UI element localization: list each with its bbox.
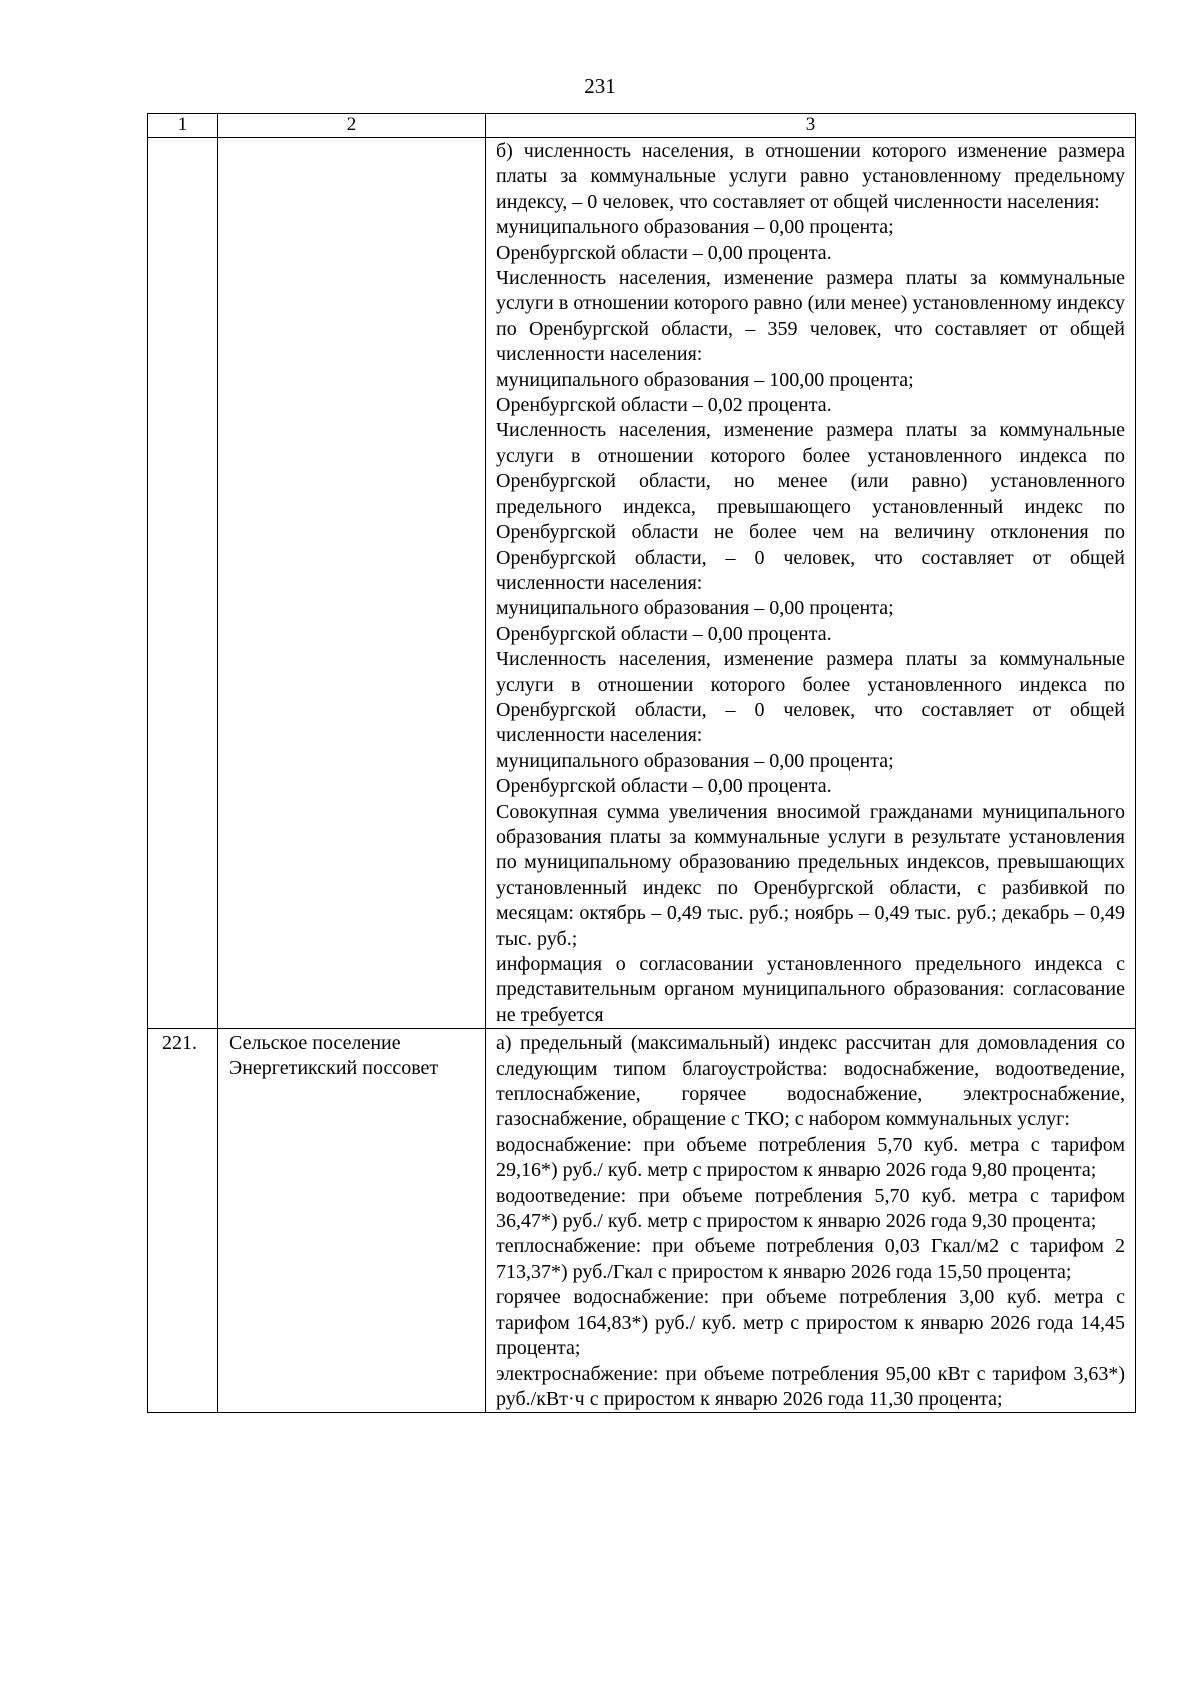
municipality-name: Сельское поселение Энергетикский поссовет [229, 1032, 439, 1080]
paragraph: Численность населения, изменение размера платы за коммунальные услуги в отношении которого равно (или менее) установленному индексу по Оренбургской области, – 359 человек, что составляет от общей численности населения: [496, 267, 1125, 366]
paragraph: водоснабжение: при объеме потребления 5,70 куб. метра с тарифом 29,16*) руб./ куб. метр с приростом к январю 2026 года 9,80 процента; [496, 1133, 1125, 1182]
header-col-2: 2 [218, 114, 486, 138]
municipality-name-cell [218, 1029, 486, 1413]
indices-table [147, 113, 1136, 1413]
table-row-continuation [148, 138, 1136, 1029]
paragraph: Оренбургской области – 0,00 процента. [496, 622, 832, 645]
paragraph: водоотведение: при объеме потребления 5,70 куб. метра с тарифом 36,47*) руб./ куб. метр с приростом к январю 2026 года 9,30 процента; [496, 1184, 1125, 1233]
paragraph: Совокупная сумма увеличения вносимой гражданами муниципального образования платы за коммунальные услуги в результате установления по муниципальному образованию предельных индексов, превышающих установленный индекс по Оренбургской области, с разбивкой по месяцам: октябрь – 0,49 тыс. руб.; ноябрь – 0,49 тыс. руб.; декабрь – 0,49 тыс. руб.; [496, 800, 1125, 950]
header-col-3: 3 [486, 114, 1136, 138]
paragraph: муниципального образования – 0,00 процента; [496, 597, 894, 620]
table-row-221 [148, 1029, 1136, 1413]
row-number: 221. [162, 1032, 197, 1055]
paragraph: муниципального образования – 0,00 процента; [496, 216, 894, 239]
header-col-1: 1 [148, 114, 218, 138]
paragraph: а) предельный (максимальный) индекс рассчитан для домовладения со следующим типом благоустройства: водоснабжение, водоотведение, теплоснабжение, горячее водоснабжение, электроснабжение, газоснабжение, обращение с ТКО; с набором коммунальных услуг: [496, 1032, 1125, 1131]
paragraph: теплоснабжение: при объеме потребления 0,03 Гкал/м2 с тарифом 2 713,37*) руб./Гкал с приростом к январю 2026 года 15,50 процента; [496, 1235, 1125, 1283]
paragraph: муниципального образования – 0,00 процента; [496, 749, 894, 772]
row-number-cell [148, 1029, 218, 1413]
continuation-number-cell [148, 138, 218, 1029]
paragraph: Численность населения, изменение размера платы за коммунальные услуги в отношении которого более установленного индекса по Оренбургской области, но менее (или равно) установленного предельного индекса, превышающего установленный индекс по Оренбургской области не более чем на величину отклонения по Оренбургской области, – 0 человек, что составляет от общей численности населения: [496, 419, 1125, 594]
continuation-name-cell [218, 138, 486, 1029]
continuation-content-cell [486, 138, 1136, 1029]
paragraph: Оренбургской области – 0,00 процента. [496, 775, 832, 798]
paragraph: муниципального образования – 100,00 процента; [496, 368, 914, 391]
paragraph: б) численность населения, в отношении которого изменение размера платы за коммунальные услуги равно установленному предельному индексу, – 0 человек, что составляет от общей численности населения: [496, 140, 1125, 213]
paragraph: информация о согласовании установленного предельного индекса с представительным органом муниципального образования: согласование не требуется [496, 953, 1125, 1026]
paragraph: Оренбургской области – 0,00 процента. [496, 241, 832, 264]
table-header-row [148, 114, 1136, 138]
row-221-content-cell [486, 1029, 1136, 1413]
page-number: 231 [584, 74, 616, 98]
paragraph: Численность населения, изменение размера платы за коммунальные услуги в отношении которого более установленного индекса по Оренбургской области, – 0 человек, что составляет от общей численности населения: [496, 648, 1125, 747]
paragraph: Оренбургской области – 0,02 процента. [496, 394, 832, 417]
paragraph: электроснабжение: при объеме потребления 95,00 кВт с тарифом 3,63*) руб./кВт·ч с приростом к январю 2026 года 11,30 процента; [496, 1362, 1125, 1410]
paragraph: горячее водоснабжение: при объеме потребления 3,00 куб. метра с тарифом 164,83*) руб./ куб. метр с приростом к январю 2026 года 14,45 процента; [496, 1286, 1125, 1360]
